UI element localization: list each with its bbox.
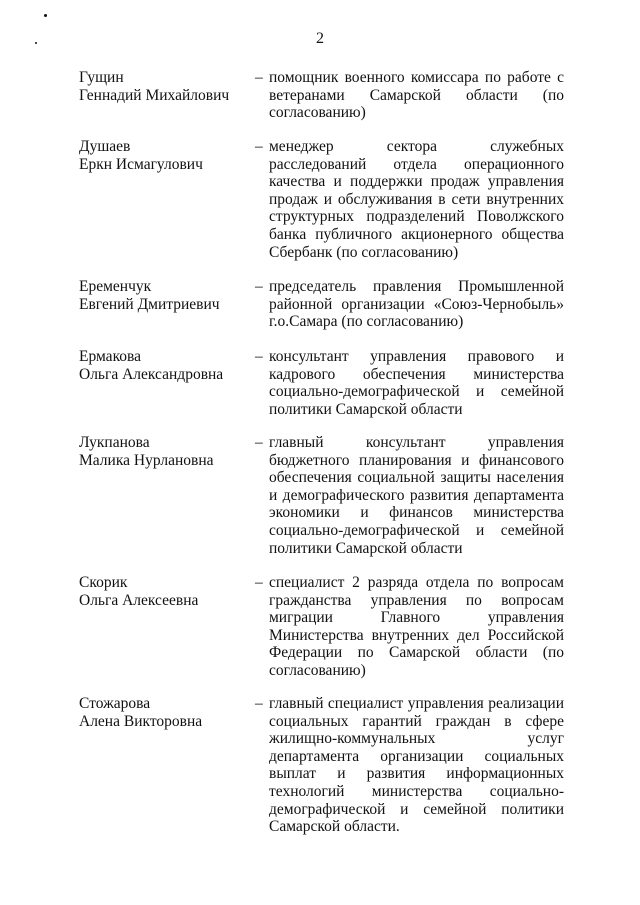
person-name	[79, 69, 249, 104]
dash: –	[255, 69, 263, 86]
person-name	[79, 348, 249, 383]
given-name: Еркн Исмагулович	[79, 155, 203, 173]
surname: Ермакова	[79, 348, 142, 365]
surname: Еременчук	[79, 278, 152, 295]
surname: Стожарова	[79, 695, 151, 712]
given-name: Геннадий Михайлович	[79, 86, 230, 104]
surname: Гущин	[79, 69, 124, 86]
position-description: менеджер сектора служебных расследований отдела операционного качества и поддержки продаж управления продаж и обслуживания в сети внутренних структурных подразделений Поволжского банка публичного акционерного общества Сбербанк (по согласованию)	[269, 138, 564, 261]
given-name: Евгений Дмитриевич	[79, 295, 220, 313]
given-name: Ольга Александровна	[79, 365, 224, 383]
position-description: специалист 2 разряда отдела по вопросам гражданства управления по вопросам миграции Главного управления Министерства внутренних дел Российской Федерации по Самарской области (по согласованию)	[269, 574, 564, 679]
scan-mark	[44, 14, 47, 17]
dash: –	[255, 434, 263, 451]
given-name: Ольга Алексеевна	[79, 591, 199, 609]
dash: –	[255, 278, 263, 295]
position-description: председатель правления Промышленной районной организации «Союз-Чернобыль» г.о.Самара (по согласованию)	[269, 278, 564, 331]
dash: –	[255, 138, 263, 155]
given-name: Алена Викторовна	[79, 712, 203, 730]
surname: Лукпанова	[79, 434, 150, 451]
person-name	[79, 695, 249, 730]
surname: Скорик	[79, 574, 128, 591]
surname: Душаев	[79, 138, 131, 155]
person-name	[79, 278, 249, 313]
position-description: главный специалист управления реализации социальных гарантий граждан в сфере жилищно-коммунальных услуг департамента организации социальных выплат и развития информационных технологий министерства социально-демографической и семейной политики Самарской области.	[269, 695, 564, 836]
position-description: консультант управления правового и кадрового обеспечения министерства социально-демографической и семейной политики Самарской области	[269, 348, 564, 418]
person-name	[79, 434, 249, 469]
given-name: Малика Нурлановна	[79, 451, 214, 469]
person-name	[79, 574, 249, 609]
person-name	[79, 138, 249, 173]
position-description: помощник военного комиссара по работе с ветеранами Самарской области (по согласованию)	[269, 69, 564, 122]
dash: –	[255, 695, 263, 712]
position-description: главный консультант управления бюджетного планирования и финансового обеспечения социальной защиты населения и демографического развития департамента экономики и финансов министерства социально-демографической и семейной политики Самарской области	[269, 434, 564, 557]
dash: –	[255, 574, 263, 591]
dash: –	[255, 348, 263, 365]
page-number: 2	[316, 30, 324, 47]
